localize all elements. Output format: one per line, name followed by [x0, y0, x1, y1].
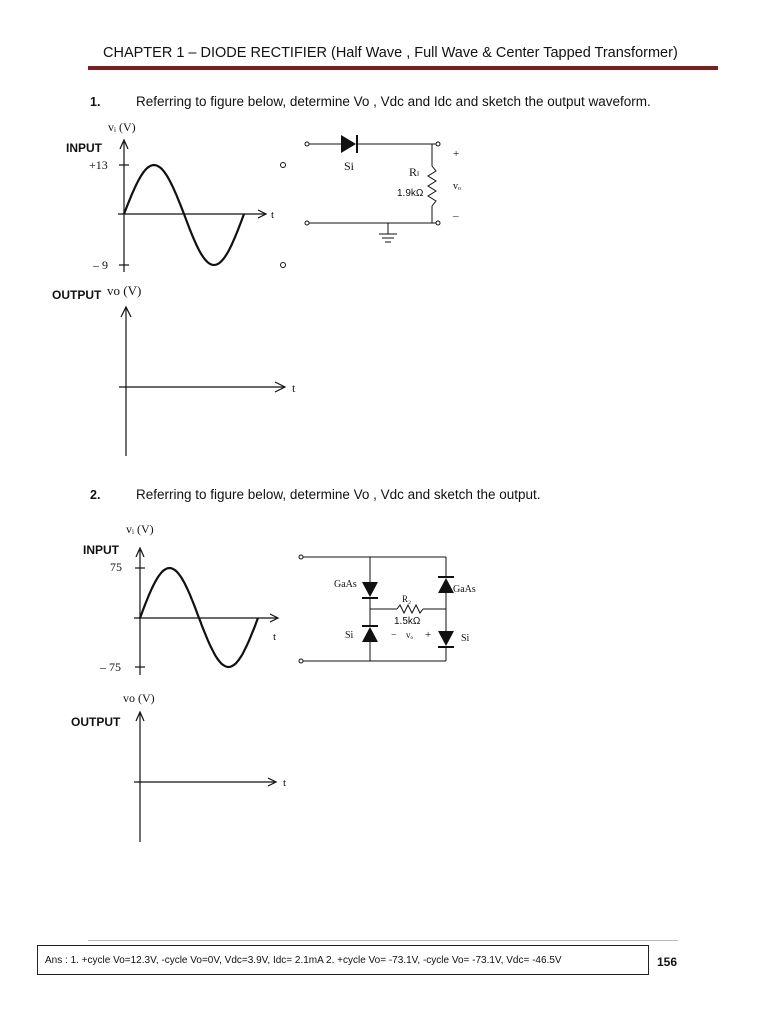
q2-vi-min-label: – 75	[100, 660, 121, 674]
q1-circuit-in-bottom	[305, 221, 309, 225]
q1-input-label: INPUT	[66, 141, 102, 155]
q1-output-label: OUTPUT	[52, 288, 102, 302]
q1-diode-label: Si	[344, 159, 355, 173]
q2-input-label: INPUT	[83, 543, 119, 557]
q1-si-diode	[341, 135, 356, 153]
q1-text: Referring to figure below, determine Vo , Vdc and Idc and sketch the output waveform.	[136, 94, 651, 109]
q2-si-diode-left	[362, 627, 378, 642]
q1-vo-terminal-label: vₒ	[453, 181, 461, 192]
q2-text: Referring to figure below, determine Vo , Vdc and sketch the output.	[136, 487, 541, 502]
q2-label-si-right: Si	[461, 633, 470, 644]
q1-vo-axis-label: vo (V)	[107, 283, 142, 298]
q2-circuit-in-bottom	[299, 659, 303, 663]
q1-resistor-name: Rₗ	[409, 165, 419, 179]
q1-resistor-value: 1.9kΩ	[397, 188, 424, 199]
q2-input-graph	[99, 522, 278, 675]
q2-number: 2.	[90, 488, 101, 502]
q1-terminal-b	[281, 263, 286, 268]
q2-vo-label: vₒ	[406, 630, 414, 640]
q2-vo-minus: −	[391, 630, 397, 641]
q2-resistor-name: R₂	[402, 594, 412, 604]
q1-plus-sign: +	[453, 148, 460, 160]
q2-output-graph	[123, 691, 286, 842]
q1-input-sine-wave	[124, 165, 244, 265]
q2-vo-t-label: t	[283, 777, 287, 789]
q2-gaas-diode-right	[438, 578, 454, 593]
q1-vi-max-label: +13	[89, 158, 108, 172]
q2-label-si-left: Si	[345, 630, 354, 641]
q1-circuit-out-top	[436, 142, 440, 146]
q2-si-diode-right	[438, 631, 454, 646]
page-number: 156	[657, 955, 678, 969]
q2-t-label: t	[273, 631, 277, 643]
q2-vo-axis-label: vo (V)	[123, 691, 155, 705]
q1-terminal-a	[281, 163, 286, 168]
q1-input-graph	[89, 120, 286, 272]
q2-circuit-in-top	[299, 555, 303, 559]
q2-output-label: OUTPUT	[71, 715, 121, 729]
q1-t-label: t	[271, 209, 275, 221]
q1-circuit-out-bottom	[436, 221, 440, 225]
q1-circuit-in-top	[305, 142, 309, 146]
q2-circuit	[299, 555, 476, 663]
q2-vi-axis-label: vᵢ (V)	[126, 522, 154, 536]
q1-output-graph	[107, 283, 296, 456]
q2-gaas-diode-left	[362, 582, 378, 597]
q1-vi-axis-label: vᵢ (V)	[108, 120, 136, 134]
q2-vi-max-label: 75	[110, 560, 122, 574]
q1-vo-t-label: t	[292, 381, 296, 395]
q1-number: 1.	[90, 95, 101, 109]
q1-minus-sign: –	[453, 210, 459, 222]
q1-resistor	[428, 166, 436, 206]
q2-resistor	[397, 605, 423, 613]
q1-circuit	[305, 135, 461, 242]
footer-rule	[88, 940, 678, 941]
q1-vi-min-label: – 9	[93, 258, 108, 272]
q2-label-gaas-right: GaAs	[453, 584, 476, 595]
q2-resistor-value: 1.5kΩ	[394, 616, 421, 627]
answer-text: Ans : 1. +cycle Vo=12.3V, -cycle Vo=0V, Vdc=3.9V, Idc= 2.1mA 2. +cycle Vo= -73.1V, -cycle Vo= -73.1V, Vdc= -46.5V	[45, 955, 562, 966]
page-header-title: CHAPTER 1 – DIODE RECTIFIER (Half Wave , Full Wave & Center Tapped Transformer)	[103, 45, 678, 61]
q2-vo-plus: +	[425, 629, 432, 641]
q2-label-gaas-left: GaAs	[334, 579, 357, 590]
